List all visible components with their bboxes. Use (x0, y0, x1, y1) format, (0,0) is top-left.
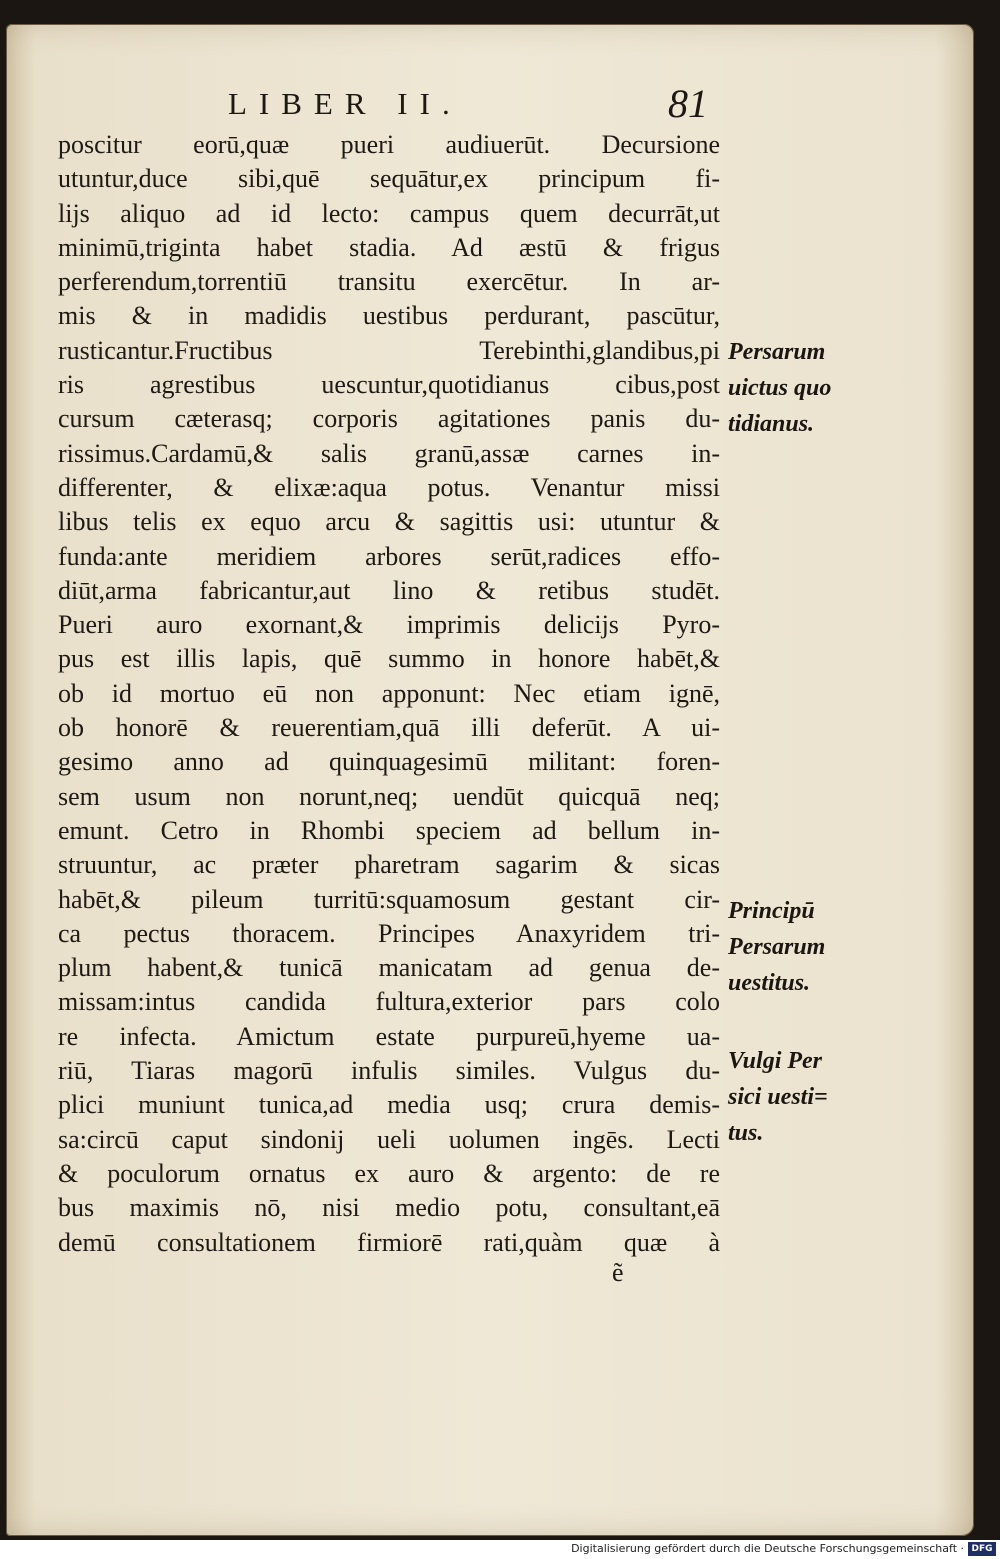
marginal-line: tidianus. (728, 411, 815, 437)
marginal-line: Persarum (728, 934, 826, 960)
marginal-line: Persarum (728, 339, 826, 365)
text-line: funda:ante meridiem arbores serūt,radices effo- (58, 541, 720, 571)
page-header (0, 81, 1000, 126)
marginal-line: sici uesti= (728, 1084, 828, 1110)
text-line: demū consultationem firmiorē rati,quàm quæ à (58, 1227, 720, 1257)
text-line: plum habent,& tunicā manicatam ad genua de- (58, 953, 720, 983)
text-line: perferendum,torrentiū transitu exercētur. In ar- (58, 267, 720, 297)
text-line: pus est illis lapis, quē summo in honore habēt,& (58, 644, 720, 674)
text-line: lijs aliquo ad id lecto: campus quem decurrāt,ut (58, 198, 720, 228)
text-line: plici muniunt tunica,ad media usq; crura demis- (58, 1090, 720, 1120)
text-line: re infecta. Amictum estate purpureū,hyeme ua- (58, 1021, 720, 1051)
text-line: utuntur,duce sibi,quē sequātur,ex principum fi- (58, 164, 720, 194)
folio-number: 81 (668, 81, 708, 126)
marginal-note-persarum-victus (728, 334, 831, 442)
running-title: LIBER II. (228, 86, 462, 121)
text-line: diūt,arma fabricantur,aut lino & retibus studēt. (58, 575, 720, 605)
text-line: gesimo anno ad quinquagesimū militant: foren- (58, 747, 720, 777)
marginal-line: Vulgi Per (728, 1048, 823, 1074)
text-line: rusticantur.Fructibus Terebinthi,glandibus,pi (58, 335, 720, 365)
text-line: ris agrestibus uescuntur,quotidianus cibus,post (58, 370, 720, 400)
text-line: differenter, & elixæ:aqua potus. Venantur missi (58, 472, 720, 502)
marginal-line: uestitus. (728, 970, 811, 996)
text-line: minimū,triginta habet stadia. Ad æstū & frigus (58, 232, 720, 262)
text-line: sa:circū caput sindonij ueli uolumen ingēs. Lecti (58, 1124, 720, 1154)
text-line: libus telis ex equo arcu & sagittis usi: utuntur & (58, 507, 720, 537)
text-line: ob honorē & reuerentiam,quā illi deferūt. A ui- (58, 713, 720, 743)
text-line: riū, Tiaras magorū infulis similes. Vulgus du- (58, 1056, 720, 1086)
marginal-note-principum-vestitus (728, 893, 825, 1001)
text-line: poscitur eorū,quæ pueri audiuerūt. Decursione (58, 130, 720, 159)
text-line: habēt,& pileum turritū:squamosum gestant cir- (58, 884, 720, 914)
text-line: bus maximis nō, nisi medio potu, consultant,eā (58, 1193, 720, 1223)
marginal-line: uictus quo (728, 375, 832, 401)
marginal-note-vulgi-vestitus (728, 1043, 828, 1151)
text-line: mis & in madidis uestibus perdurant, pascūtur, (58, 301, 720, 331)
marginal-line: tus. (728, 1120, 764, 1146)
text-line: sem usum non norunt,neq; uendūt quicquā neq; (58, 781, 720, 811)
marginal-line: Principū (728, 898, 815, 924)
text-line: emunt. Cetro in Rhombi speciem ad bellum in- (58, 815, 720, 845)
text-line: ca pectus thoracem. Principes Anaxyridem tri- (58, 918, 720, 948)
text-line: Pueri auro exornant,& imprimis delicijs Pyro- (58, 610, 720, 640)
catchword: ẽ (612, 1258, 624, 1287)
dfg-logo: DFG (968, 1542, 996, 1556)
text-line: ob id mortuo eū non apponunt: Nec etiam ignē, (58, 678, 720, 708)
text-line: struuntur, ac præter pharetram sagarim & sicas (58, 850, 720, 880)
text-line: cursum cæterasq; corporis agitationes panis du- (58, 404, 720, 434)
footer-bar (0, 1540, 1000, 1559)
funding-note: Digitalisierung gefördert durch die Deutsche Forschungsgemeinschaft · (571, 1542, 964, 1555)
text-line: rissimus.Cardamū,& salis granū,assæ carnes in- (58, 438, 720, 468)
text-line: & poculorum ornatus ex auro & argento: de re (58, 1158, 720, 1188)
main-text-column (58, 128, 720, 1260)
text-line: missam:intus candida fultura,exterior pars colo (58, 987, 720, 1017)
